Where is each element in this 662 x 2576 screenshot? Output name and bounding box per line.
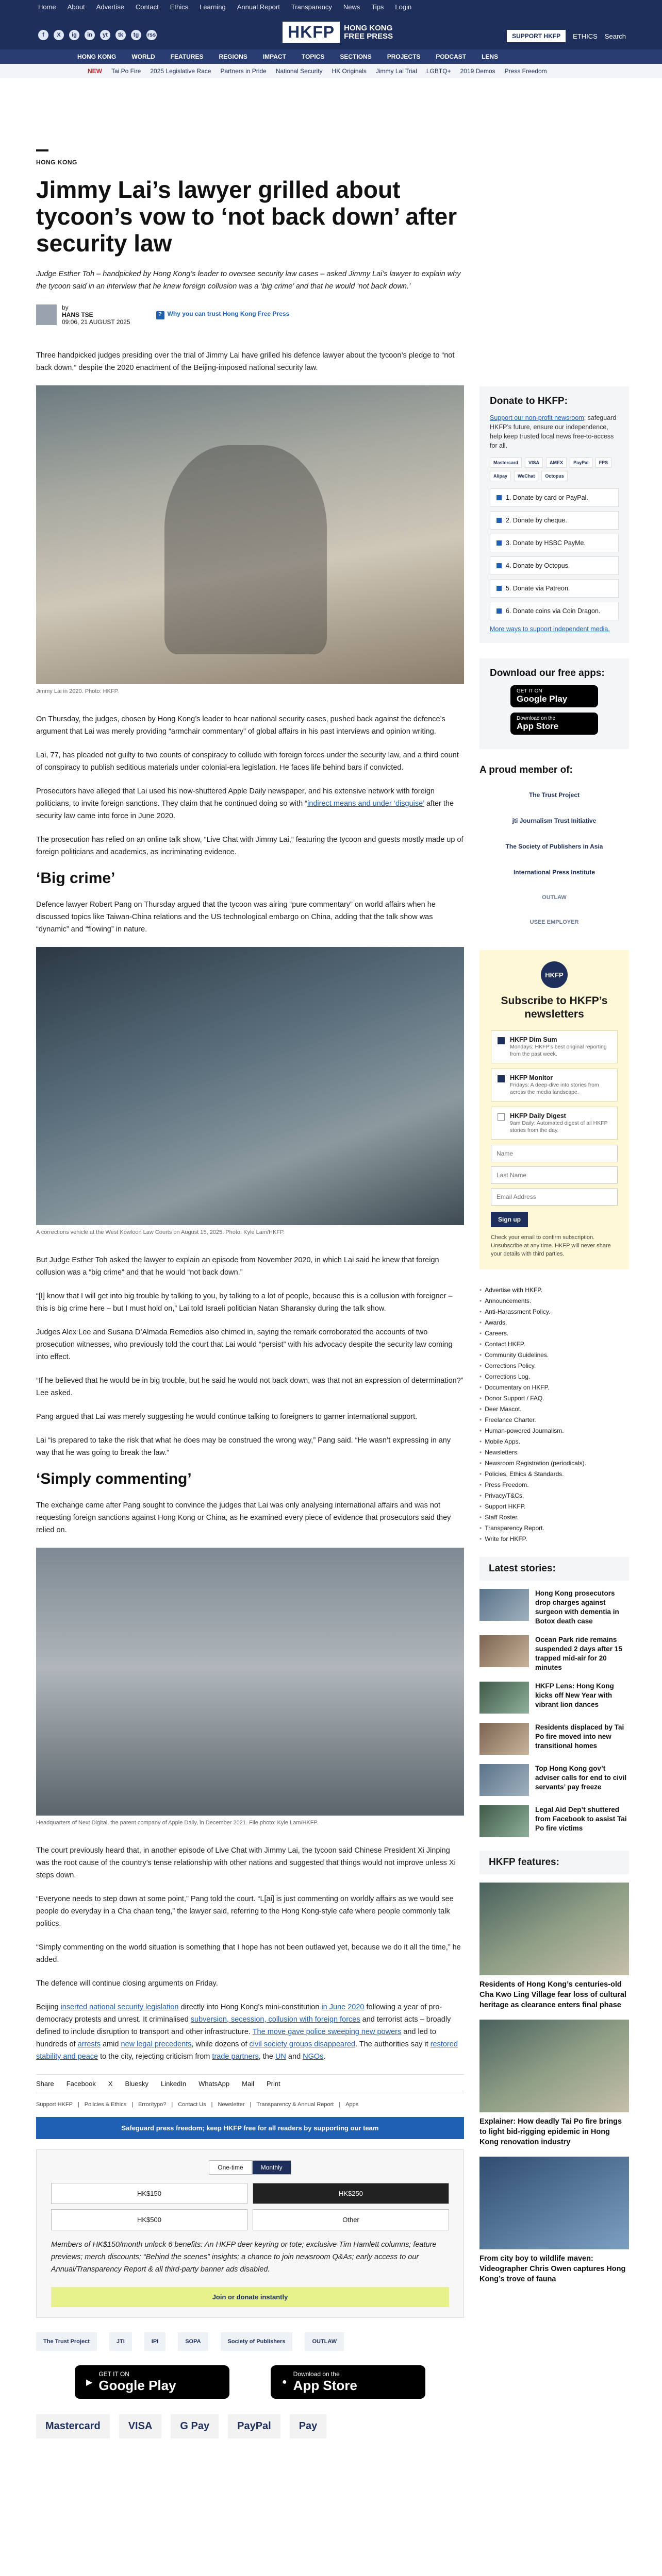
newsletter-box <box>479 950 629 1269</box>
amount-option[interactable]: HK$500 <box>51 2209 247 2230</box>
inline-link[interactable]: subversion, secession, collusion with foreign forces <box>190 2015 360 2024</box>
search-link[interactable]: Search <box>604 32 626 40</box>
logo-mark: HKFP <box>283 22 340 43</box>
paragraph: Lai, 77, has pleaded not guilty to two counts of conspiracy to collude with foreign forces under the security law, and a third count of conspiracy to publish seditious materials under colonial-era legislation. He faces life behind bars if convicted. <box>36 751 459 772</box>
paragraph-text: following a year of pro-democracy protests and unrest. It criminalised <box>36 2003 442 2024</box>
nav-regions[interactable]: REGIONS <box>219 53 247 60</box>
paragraph: But Judge Esther Toh asked the lawyer to explain an episode from November 2020, in which Lai said he knew that foreign collusion was a “big crime” and that he would “not back down.” <box>36 1256 439 1277</box>
newsletter-title: Subscribe to HKFP’s newsletters <box>501 995 608 1020</box>
story-headline[interactable]: Residents displaced by Tai Po fire moved into new transitional homes <box>535 1723 624 1750</box>
newsletter-option-title: HKFP Monitor <box>510 1074 553 1081</box>
trending-item[interactable]: 2019 Demos <box>460 67 495 75</box>
nav-world[interactable]: WORLD <box>131 53 155 60</box>
amount-option-selected[interactable]: HK$250 <box>253 2183 449 2204</box>
top-menu-learning[interactable]: Learning <box>200 3 226 11</box>
support-banner[interactable]: Safeguard press freedom; keep HKFP free for all readers by supporting our team <box>36 2117 464 2139</box>
latest-stories <box>479 1589 629 1837</box>
rss-icon[interactable]: rss <box>146 30 157 40</box>
story-thumbnail[interactable] <box>479 1764 529 1796</box>
inline-link[interactable]: trade partners <box>212 2053 259 2061</box>
trending-item[interactable]: National Security <box>275 67 323 75</box>
site-link[interactable]: • Documentary on HKFP. <box>479 1382 629 1393</box>
amount-option[interactable]: HK$150 <box>51 2183 247 2204</box>
story-item[interactable] <box>479 1635 629 1672</box>
share-bar <box>36 2074 464 2093</box>
paragraph-text: and led to hundreds of <box>36 2028 436 2048</box>
paragraph: Lai “is prepared to take the risk that what he does may be construed the wrong way,” Pang said. “He wasn’t expressing in any way that he was going to break the law.” <box>36 1436 451 1457</box>
inline-link[interactable]: restored stability and peace <box>36 2040 458 2061</box>
trending-item[interactable]: Partners in Pride <box>220 67 267 75</box>
feature-item[interactable] <box>479 2020 629 2147</box>
trending-item[interactable]: 2025 Legislative Race <box>150 67 211 75</box>
member-logo[interactable]: The Trust Project <box>528 791 580 799</box>
payment-cards <box>490 457 619 481</box>
site-link[interactable]: • Privacy/T&Cs. <box>479 1490 629 1501</box>
paragraph-text: and terrorist acts – broadly defined to include disruption to transport and other infrastructure. <box>36 2015 451 2036</box>
trending-item[interactable]: HK Originals <box>332 67 367 75</box>
newsletter-option[interactable] <box>491 1107 618 1140</box>
why-trust-link[interactable]: ? Why you can trust Hong Kong Free Press <box>156 310 290 319</box>
newsletter-option[interactable] <box>491 1069 618 1101</box>
paragraph-text: to the city, rejecting criticism from <box>98 2053 212 2061</box>
author-info <box>62 304 130 326</box>
top-menu-home[interactable]: Home <box>38 3 56 11</box>
site-link[interactable]: • Corrections Policy. <box>479 1361 629 1371</box>
instagram-icon[interactable]: ig <box>69 30 79 40</box>
partner-logo[interactable]: JTI <box>109 2332 132 2351</box>
share-label: Share <box>36 2080 54 2088</box>
latest-stories-title: Latest stories: <box>479 1557 629 1581</box>
card-logo: FPS <box>595 457 612 468</box>
story-thumbnail[interactable] <box>479 1589 529 1621</box>
site-link[interactable]: • Newsroom Registration (periodicals). <box>479 1458 629 1469</box>
top-menu-login[interactable]: Login <box>395 3 412 11</box>
site-link[interactable]: • Advertise with HKFP. <box>479 1285 629 1296</box>
feature-headline[interactable]: From city boy to wildlife maven: Videographer Chris Owen captures Hong Kong’s trove of fauna <box>479 2255 626 2283</box>
footer-link[interactable]: Newsletter <box>218 2102 245 2108</box>
newsletter-option-text <box>510 1112 611 1134</box>
footer-link[interactable]: Support HKFP <box>36 2102 73 2108</box>
google-play-badge[interactable] <box>75 2365 229 2399</box>
photo-caption: Jimmy Lai in 2020. Photo: HKFP. <box>36 688 119 694</box>
site-link[interactable]: • Community Guidelines. <box>479 1350 629 1361</box>
partner-logo[interactable]: OUTLAW <box>305 2332 344 2351</box>
payment-logos <box>36 2414 464 2438</box>
paragraph-text: . The authorities say it <box>355 2040 431 2048</box>
member-logo[interactable]: The Society of Publishers in Asia <box>505 843 603 850</box>
newsletter-logo: HKFP <box>541 961 568 988</box>
telegram-icon[interactable]: tg <box>131 30 141 40</box>
newsletter-option-text <box>510 1074 611 1096</box>
newsletter-option-title: HKFP Daily Digest <box>510 1112 566 1120</box>
feature-item[interactable] <box>479 1883 629 2010</box>
site-link[interactable]: • Contact HKFP. <box>479 1339 629 1350</box>
paragraph-text: , while dozens of <box>191 2040 250 2048</box>
site-link[interactable]: • Write for HKFP. <box>479 1534 629 1545</box>
top-menu-about[interactable]: About <box>67 3 85 11</box>
header-actions <box>507 30 626 42</box>
paragraph-text: . <box>323 2053 326 2061</box>
newsletter-option-desc: Mondays: HKFP’s best original reporting from the past week. <box>510 1044 607 1057</box>
inline-link[interactable]: NGOs <box>303 2053 324 2061</box>
newsletter-fine-print: Check your email to confirm subscription. Unsubscribe at any time. HKFP will never share your details with third parties. <box>491 1234 611 1257</box>
donate-description: ; safeguard HKFP’s future, ensure our independence, help keep trusted local news free-to-access for all. <box>490 414 617 449</box>
inline-link[interactable]: new legal precedents <box>121 2040 192 2048</box>
article-photo-next-digital <box>36 1548 464 1816</box>
play-icon: ▶ <box>86 2378 93 2387</box>
paragraph-text: Beijing <box>36 2003 61 2011</box>
card-logo: WeChat <box>514 471 538 481</box>
top-menu-annual-report[interactable]: Annual Report <box>237 3 280 11</box>
donate-method[interactable]: 4. Donate by Octopus. <box>490 556 619 575</box>
donate-widget <box>36 2149 464 2318</box>
story-item[interactable] <box>479 1723 629 1755</box>
site-link[interactable]: • Donor Support / FAQ. <box>479 1393 629 1404</box>
signup-button[interactable]: Sign up <box>491 1212 528 1227</box>
top-menu <box>38 3 411 11</box>
apple-icon: ● <box>282 2377 287 2386</box>
support-hkfp-button[interactable]: SUPPORT HKFP <box>507 30 566 42</box>
donate-box <box>479 386 629 643</box>
story-item[interactable] <box>479 1682 629 1714</box>
site-link[interactable]: • Mobile Apps. <box>479 1436 629 1447</box>
article <box>36 149 464 2438</box>
ethics-link[interactable]: ETHICS <box>573 32 598 40</box>
social-icons <box>38 30 157 40</box>
article-footer-links: Support HKFP | Policies & Ethics | Error/typo? | Contact Us | Newsletter | Transparency & Annual Report | Apps <box>36 2102 359 2108</box>
paragraph: The prosecution has relied on an online talk show, “Live Chat with Jimmy Lai,” featuring the tycoon and guests mostly made up of foreign politicians and academics, as incriminating evidence. <box>36 836 464 856</box>
membership-note: Members of HK$150/month unlock 6 benefits: An HKFP deer keyring or tote; exclusive Tim Hamlett columns; feature previews; merch discounts; “Behind the scenes” insights; a chance to join newsroom Q&As; early access to our Annual/Transparency Report & all third-party banner ads disabled. <box>51 2241 437 2274</box>
trending-item[interactable]: Tai Po Fire <box>111 67 141 75</box>
freq-monthly[interactable]: Monthly <box>252 2160 291 2175</box>
footer-link[interactable]: Error/typo? <box>138 2102 167 2108</box>
card-logo: PayPal <box>570 457 592 468</box>
nav-topics[interactable]: TOPICS <box>301 53 325 60</box>
article-photo-jimmy-lai <box>36 385 464 684</box>
paypal-logo[interactable]: PayPal <box>228 2414 280 2438</box>
paragraph: The court previously heard that, in another episode of Live Chat with Jimmy Lai, the tycoon said Chinese President Xi Jinping was the root cause of the country’s tense relationship with other nations and suggested that things would not improve unless Xi steps down. <box>36 1846 456 1879</box>
site-link[interactable]: • Support HKFP. <box>479 1501 629 1512</box>
share-mail[interactable]: Mail <box>242 2080 254 2088</box>
top-menu-ethics[interactable]: Ethics <box>170 3 189 11</box>
paragraph-text: directly into Hong Kong’s mini-constitution <box>178 2003 322 2011</box>
card-logo: Mastercard <box>490 457 522 468</box>
paragraph: “[I] know that I will get into big trouble by talking to you, by talking to a lot of people, because this is a collusion with foreigner – this is big crime here – but I must hold on,” Lai told Israeli politician Natan Sharansky during the talk show. <box>36 1292 453 1313</box>
feature-image[interactable] <box>479 2157 629 2249</box>
app-store-text <box>293 2370 357 2394</box>
app-store-badge[interactable] <box>510 713 598 735</box>
inline-link[interactable]: The move gave police sweeping new powers <box>252 2028 402 2036</box>
trending-new-label: NEW <box>88 67 102 75</box>
linkedin-icon[interactable]: in <box>85 30 95 40</box>
checkbox-checked[interactable] <box>498 1037 505 1044</box>
paragraph: On Thursday, the judges, chosen by Hong Kong’s leader to hear national security cases, pushed back against the defence’s argument that Lai was merely providing “armchair commentary” of global affairs in his past interviews and opinion writing. <box>36 715 445 736</box>
share-print[interactable]: Print <box>266 2080 280 2088</box>
member-logo[interactable]: International Press Institute <box>513 869 595 876</box>
last-name-input[interactable] <box>491 1166 618 1184</box>
site-link[interactable]: • Anti-Harassment Policy. <box>479 1307 629 1317</box>
photo-caption: Headquarters of Next Digital, the parent company of Apple Daily, in December 2021. File photo: Kyle Lam/HKFP. <box>36 1820 319 1826</box>
feature-headline[interactable]: Explainer: How deadly Tai Po fire brings to light bid-rigging epidemic in Hong Kong renovation industry <box>479 2117 622 2146</box>
site-link[interactable]: • Careers. <box>479 1328 629 1339</box>
footer-link[interactable]: Apps <box>345 2102 359 2108</box>
feature-item[interactable] <box>479 2157 629 2284</box>
nav-podcast[interactable]: PODCAST <box>436 53 467 60</box>
top-menu-tips[interactable]: Tips <box>371 3 384 11</box>
share-linkedin[interactable]: LinkedIn <box>161 2080 187 2088</box>
applepay-logo[interactable]: Pay <box>290 2414 327 2438</box>
member-logo[interactable]: jti Journalism Trust Initiative <box>512 817 597 824</box>
story-headline[interactable]: Ocean Park ride remains suspended 2 days after 15 trapped mid-air for 20 minutes <box>535 1636 622 1671</box>
article-title: Jimmy Lai’s lawyer grilled about tycoon’s vow to ‘not back down’ after security law <box>36 176 457 257</box>
story-thumbnail[interactable] <box>479 1723 529 1755</box>
inline-link[interactable]: indirect means and under ‘disguise’ <box>307 800 424 808</box>
photo-caption: A corrections vehicle at the West Kowloon Law Courts on August 15, 2025. Photo: Kyle Lam/HKFP. <box>36 1229 285 1235</box>
partner-logo[interactable]: SOPA <box>178 2332 208 2351</box>
site-link[interactable]: • Policies, Ethics & Standards. <box>479 1469 629 1480</box>
donation-amounts <box>51 2183 449 2230</box>
site-header <box>0 0 662 78</box>
story-item[interactable] <box>479 1805 629 1837</box>
visa-logo[interactable]: VISA <box>119 2414 162 2438</box>
proud-member-box <box>479 765 629 935</box>
story-thumbnail[interactable] <box>479 1682 529 1714</box>
youtube-icon[interactable]: yt <box>100 30 110 40</box>
newsletter-option-desc: 9am Daily: Automated digest of all HKFP stories from the day. <box>510 1120 608 1133</box>
paragraph: Judges Alex Lee and Susana D’Almada Remedios also chimed in, saying the remark corroborated the accounts of two prosecution witnesses, who previously told the court that Lai would “persist” with his advocacy despite the security law coming into effect. <box>36 1328 453 1361</box>
apps-title: Download our free apps: <box>490 668 605 679</box>
paragraph-text: and <box>286 2053 303 2061</box>
freq-one-time[interactable]: One-time <box>209 2160 252 2175</box>
footer-link[interactable]: Transparency & Annual Report <box>256 2102 334 2108</box>
article-kicker[interactable]: HONG KONG <box>36 159 77 166</box>
trending-bar <box>0 64 662 78</box>
site-link[interactable]: • Announcements. <box>479 1296 629 1307</box>
card-logo: VISA <box>525 457 543 468</box>
top-bar <box>0 0 662 49</box>
paragraph: Pang argued that Lai was merely suggesting he would continue talking to foreigners to garner international support. <box>36 1413 418 1421</box>
subheading-big-crime: ‘Big crime’ <box>36 870 115 887</box>
amount-option-other[interactable]: Other <box>253 2209 449 2230</box>
story-headline[interactable]: HKFP Lens: Hong Kong kicks off New Year with vibrant lion dances <box>535 1682 614 1708</box>
paragraph: Defence lawyer Robert Pang on Thursday argued that the tycoon was airing “pure commentary” on world affairs when he discussed topics like Taiwan-China relations and the US technological embargo on China, adding that the talk show was “dynamic” and “flowing” in nature. <box>36 901 436 934</box>
partner-logo[interactable]: Society of Publishers <box>221 2332 293 2351</box>
top-menu-advertise[interactable]: Advertise <box>96 3 124 11</box>
main-nav <box>0 49 662 64</box>
mastercard-logo[interactable]: Mastercard <box>36 2414 110 2438</box>
paragraph: The defence will continue closing arguments on Friday. <box>36 1979 218 1988</box>
paragraph: Three handpicked judges presiding over the trial of Jimmy Lai have grilled his defence lawyer about the tycoon’s pledge to “not back down,” despite the 2020 enactment of the Beijing-imposed national security law. <box>36 351 455 372</box>
paragraph-background <box>36 2001 464 2063</box>
badge-big-text: Google Play <box>98 2378 176 2393</box>
donate-link[interactable]: Support our non-profit newsroom <box>490 414 584 421</box>
donation-frequency <box>51 2160 449 2175</box>
join-donate-button[interactable]: Join or donate instantly <box>51 2287 449 2307</box>
features-list <box>479 1883 629 2284</box>
feature-image[interactable] <box>479 1883 629 1975</box>
site-link[interactable]: • Corrections Log. <box>479 1371 629 1382</box>
donate-method[interactable]: 3. Donate by HSBC PayMe. <box>490 534 619 552</box>
donate-title: Donate to HKFP: <box>490 396 568 406</box>
byline-by: by <box>62 304 69 311</box>
footer-link[interactable]: Contact Us <box>178 2102 206 2108</box>
story-thumbnail[interactable] <box>479 1635 529 1667</box>
logo-text <box>344 24 393 41</box>
app-store-badges <box>36 2365 464 2399</box>
badge-small-text: GET IT ON <box>517 688 542 694</box>
google-play-badge[interactable] <box>510 685 598 707</box>
story-item[interactable] <box>479 1589 629 1626</box>
more-ways-link[interactable]: More ways to support independent media. <box>490 625 610 633</box>
checkbox-checked[interactable] <box>498 1075 505 1082</box>
newsletter-option-text <box>510 1036 611 1058</box>
footer-link[interactable]: Policies & Ethics <box>84 2102 127 2108</box>
top-menu-news[interactable]: News <box>343 3 360 11</box>
feature-image[interactable] <box>479 2020 629 2112</box>
card-logo: AMEX <box>546 457 567 468</box>
story-item[interactable] <box>479 1764 629 1796</box>
site-link[interactable]: • Deer Mascot. <box>479 1404 629 1415</box>
paragraph: “If he believed that he would be in big trouble, but he said he would not back down, was that not an expression of determination?” Lee asked. <box>36 1377 464 1397</box>
paragraph: “Everyone needs to step down at some point,” Pang told the court. “L[ai] is just commenting on worldly affairs as we would see people do everyday in a Cha chaan teng,” the lawyer said, referring to the Hong Kong-style cafe where people commonly talk politics. <box>36 1895 454 1928</box>
badge-small-text: Download on the <box>517 716 556 721</box>
checkbox[interactable] <box>498 1113 505 1121</box>
story-headline[interactable]: Hong Kong prosecutors drop charges against surgeon with dementia in Botox death case <box>535 1589 619 1625</box>
apps-box <box>479 658 629 749</box>
site-links <box>479 1285 629 1545</box>
paragraph-text: after the security law came into force in June 2020. <box>36 800 454 820</box>
card-logo: Octopus <box>541 471 568 481</box>
badge-big-text: App Store <box>517 721 559 731</box>
sidebar <box>479 386 629 2294</box>
badge-small-text: Download on the <box>293 2370 340 2378</box>
partner-logos <box>36 2332 464 2351</box>
photo-subject <box>164 445 327 654</box>
google-play-text <box>98 2370 176 2394</box>
newsletter-option[interactable] <box>491 1030 618 1063</box>
donate-method[interactable]: 5. Donate via Patreon. <box>490 579 619 598</box>
publish-date: 09:06, 21 AUGUST 2025 <box>62 318 130 326</box>
card-logo: Alipay <box>490 471 511 481</box>
app-store-badge[interactable] <box>271 2365 425 2399</box>
paragraph <box>36 785 464 822</box>
site-link[interactable]: • Newsletters. <box>479 1447 629 1458</box>
newsletter-option-title: HKFP Dim Sum <box>510 1036 557 1043</box>
partner-logo[interactable]: IPI <box>144 2332 166 2351</box>
logo-text-line-2: FREE PRESS <box>344 31 393 41</box>
nav-impact[interactable]: IMPACT <box>262 53 286 60</box>
top-menu-transparency[interactable]: Transparency <box>291 3 332 11</box>
nav-sections[interactable]: SECTIONS <box>340 53 372 60</box>
donate-method[interactable]: 2. Donate by cheque. <box>490 511 619 530</box>
story-thumbnail[interactable] <box>479 1805 529 1837</box>
site-link[interactable]: • Human-powered Journalism. <box>479 1426 629 1436</box>
share-facebook[interactable]: Facebook <box>66 2080 96 2088</box>
story-headline[interactable]: Legal Aid Dep’t shuttered from Facebook to assist Tai Po fire victims <box>535 1806 627 1832</box>
nav-lens[interactable]: LENS <box>482 53 499 60</box>
paragraph: “Simply commenting on the world situation is something that I hope has not been outlawed yet, because we do it all the time,” he added. <box>36 1943 461 1964</box>
nav-hong-kong[interactable]: HONG KONG <box>77 53 117 60</box>
byline <box>36 304 464 326</box>
trending-item[interactable]: Press Freedom <box>504 67 547 75</box>
newsletter-option-desc: Fridays: A deep-dive into stories from across the media landscape. <box>510 1082 599 1095</box>
trending-item[interactable]: Jimmy Lai Trial <box>375 67 417 75</box>
paragraph-text: Prosecutors have alleged that Lai used his now-shuttered Apple Daily newspaper, and his extensive network with foreign politicians, to invite foreign sanctions. They claim that he continued doing so with “ <box>36 787 435 808</box>
trending-item[interactable]: LGBTQ+ <box>426 67 451 75</box>
paragraph: The exchange came after Pang sought to convince the judges that Lai was only analysing international affairs and was not requesting foreign sanctions against Hong Kong or China, as he examined every piece of evidence that prosecutors said they relied on. <box>36 1501 451 1534</box>
site-link[interactable]: • Staff Roster. <box>479 1512 629 1523</box>
site-link[interactable]: • Press Freedom. <box>479 1480 629 1490</box>
proud-title: A proud member of: <box>479 765 573 775</box>
donate-text <box>490 413 619 450</box>
inline-link[interactable]: UN <box>275 2053 286 2061</box>
site-link[interactable]: • Awards. <box>479 1317 629 1328</box>
paragraph-text: , the <box>258 2053 275 2061</box>
facebook-icon[interactable]: f <box>38 30 48 40</box>
badge-small-text: GET IT ON <box>98 2370 129 2378</box>
inline-link[interactable]: civil society groups disappeared <box>249 2040 356 2048</box>
article-standfirst: Judge Esther Toh – handpicked by Hong Kong’s leader to oversee security law cases – asked Jimmy Lai’s lawyer to explain why the tycoon said in an interview that he knew foreign collusion was a ‘big crime’ and that he would ‘not back down.’ <box>36 270 461 291</box>
logo-text-line-1: HONG KONG <box>344 23 393 32</box>
site-link[interactable]: • Freelance Charter. <box>479 1415 629 1426</box>
first-name-input[interactable] <box>491 1145 618 1162</box>
features-title: HKFP features: <box>479 1851 629 1874</box>
subheading-simply-commenting: ‘Simply commenting’ <box>36 1470 192 1487</box>
partner-logo[interactable]: The Trust Project <box>36 2332 97 2351</box>
share-bluesky[interactable]: Bluesky <box>125 2080 148 2088</box>
story-headline[interactable]: Top Hong Kong gov’t adviser calls for end to civil servants’ pay freeze <box>535 1765 627 1791</box>
author-name[interactable]: HANS TSE <box>62 311 93 318</box>
badge-big-text: Google Play <box>517 694 568 704</box>
kicker-rule <box>36 149 48 151</box>
share-x[interactable]: X <box>108 2080 113 2088</box>
share-whatsapp[interactable]: WhatsApp <box>198 2080 230 2088</box>
site-logo[interactable] <box>283 22 393 43</box>
donate-method[interactable]: 6. Donate coins via Coin Dragon. <box>490 602 619 620</box>
donate-method[interactable]: 1. Donate by card or PayPal. <box>490 488 619 507</box>
feature-headline[interactable]: Residents of Hong Kong’s centuries-old Cha Kwo Ling Village fear loss of cultural heritage as clearance enters final phase <box>479 1980 626 2009</box>
author-avatar <box>36 304 57 325</box>
paragraph-text: amid <box>100 2040 121 2048</box>
site-link[interactable]: • Transparency Report. <box>479 1523 629 1534</box>
inline-link[interactable]: inserted national security legislation <box>60 2003 179 2011</box>
nav-projects[interactable]: PROJECTS <box>387 53 421 60</box>
member-logo[interactable]: OUTLAW <box>542 894 567 901</box>
inline-link[interactable]: arrests <box>77 2040 101 2048</box>
tiktok-icon[interactable]: tk <box>115 30 126 40</box>
nav-features[interactable]: FEATURES <box>170 53 204 60</box>
inline-link[interactable]: in June 2020 <box>321 2003 365 2011</box>
top-menu-contact[interactable]: Contact <box>135 3 159 11</box>
badge-big-text: App Store <box>293 2378 357 2393</box>
x-icon[interactable]: X <box>54 30 64 40</box>
member-logo[interactable]: USEE EMPLOYER <box>529 919 579 925</box>
email-input[interactable] <box>491 1188 618 1206</box>
article-photo-corrections-vehicle <box>36 947 464 1225</box>
gpay-logo[interactable]: G Pay <box>171 2414 219 2438</box>
